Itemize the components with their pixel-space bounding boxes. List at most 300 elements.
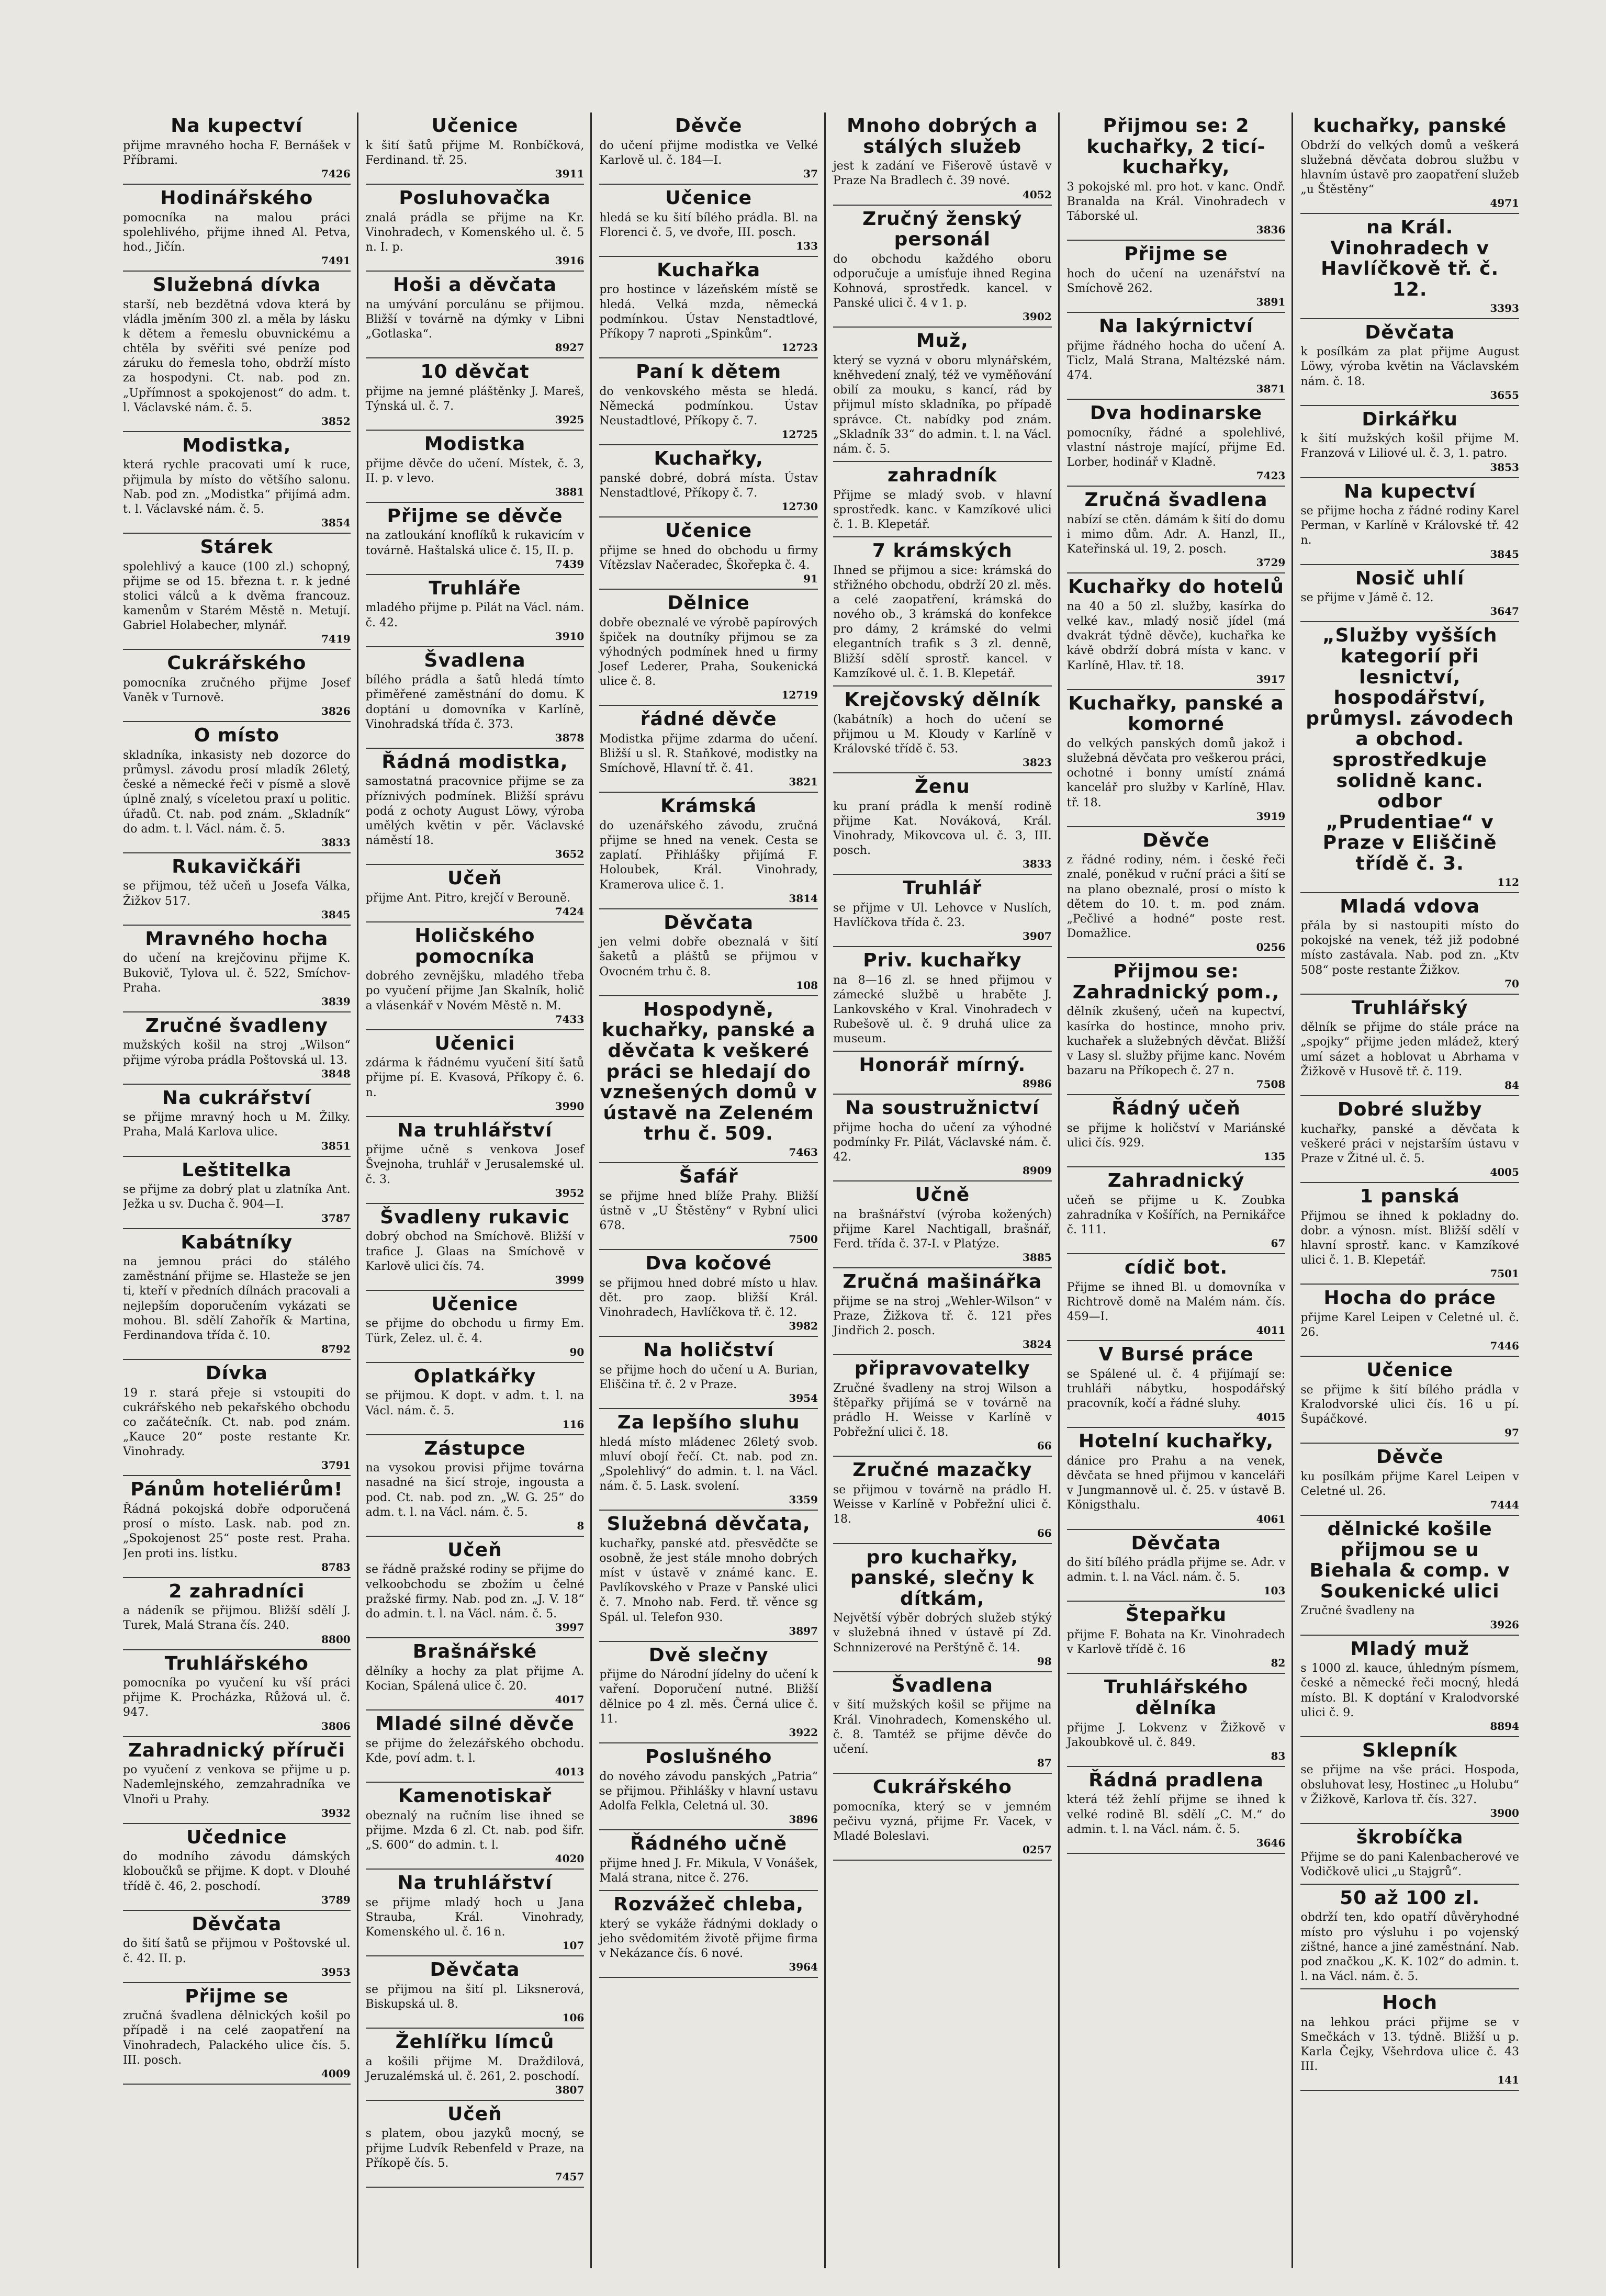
ad-heading: Zručná mašinářka xyxy=(843,1271,1042,1293)
ad-body: k šití mužských košil přijme M. Franzová v Liliové ul. č. 3, 1. patro. xyxy=(1300,432,1519,460)
ad-reference-number: 106 xyxy=(562,2011,585,2024)
ad-body: se přijme v Ul. Lehovce v Nuslích, Havlíčkova třída č. 23. xyxy=(833,901,1052,929)
ad-heading: Mladé silné děvče xyxy=(375,1713,575,1735)
classified-ad xyxy=(599,1891,818,1978)
ad-heading: Mravného hocha xyxy=(145,928,329,950)
ad-reference-number: 7424 xyxy=(555,905,585,918)
ad-heading: Hocha do práce xyxy=(1323,1287,1496,1309)
ad-reference-number: 7426 xyxy=(321,167,351,180)
classified-ad xyxy=(366,503,585,575)
ad-heading: Děvče xyxy=(1376,1446,1444,1468)
ad-heading: Služebná děvčata, xyxy=(607,1513,811,1535)
ad-body: ku praní prádla k menší rodině přijme Kat. Nováková, Král. Vinohrady, Mikovcova ul. č. 3, III. posch. xyxy=(833,800,1052,858)
classified-ad xyxy=(599,1409,818,1511)
ad-body: přijme hocha do učení za výhodné podmínky Fr. Pilát, Václavské nám. č. 42. xyxy=(833,1121,1052,1164)
ad-body: znalá prádla se přijme na Kr. Vinohradech, v Komenského ul. č. 5 n. I. p. xyxy=(365,211,585,254)
ad-heading: Dobré služby xyxy=(1337,1098,1483,1120)
classified-ad xyxy=(123,432,351,534)
ad-body: Modistka přijme zdarma do učení. Bližší u sl. R. Staňkové, modistky na Smíchově, Hlavní tř. č. 41. xyxy=(599,732,818,775)
ad-heading: Děvčata xyxy=(664,911,754,933)
ad-heading: Učně xyxy=(915,1184,970,1206)
ad-body: v šití mužských košil se přijme na Král. Vinohradech, Komenského ul. č. 8. Tamtéž se přijme děvče do učení. xyxy=(833,1698,1052,1756)
ad-reference-number: 112 xyxy=(1497,875,1519,888)
classified-ad xyxy=(833,1052,1052,1095)
ad-heading: Přijmou se: Zahradnický pom., xyxy=(1072,961,1280,1003)
ad-heading: Paní k dětem xyxy=(636,361,782,383)
ad-reference-number: 97 xyxy=(1504,1426,1519,1439)
classified-ad xyxy=(1067,1428,1286,1529)
ad-heading: Kuchařky, xyxy=(654,448,763,470)
ad-reference-number: 8 xyxy=(577,1519,585,1532)
ad-body: k posílkám za plat přijme August Löwy, výroba květin na Václavském nám. č. 18. xyxy=(1300,345,1519,388)
ad-heading: „Služby vyšších kategorií při lesnictví, hospodářství, průmysl. závodech a obchod. sprostředkuje solidně kanc. odbor „Prudentiae“ v Praze v Eliščině třídě č. 3. xyxy=(1306,625,1514,874)
ad-body: se přijmou hned dobré místo u hlav. dět. pro zaop. bližší Král. Vinohradech, Havlíčkova tř. č. 12. xyxy=(599,1276,818,1319)
ad-heading: Hospodyně, kuchařky, panské a děvčata k veškeré práci se hledají do vznešených domů v ústavě na Zeleném trhu č. 509. xyxy=(600,998,817,1145)
ad-reference-number: 67 xyxy=(1271,1237,1286,1250)
ad-heading: Oplatkářky xyxy=(413,1365,536,1387)
ad-reference-number: 3791 xyxy=(321,1459,351,1472)
ad-body: přijme hned J. Fr. Mikula, V Vonášek, Malá strana, nitce č. 276. xyxy=(599,1856,818,1885)
ad-body: do venkovského města se hledá. Německá podmínkou. Ústav Neustadtlové, Příkopy č. 7. xyxy=(599,385,818,427)
classified-ad xyxy=(366,865,585,922)
classified-ad xyxy=(123,1911,351,1983)
column-6 xyxy=(1291,112,1525,2268)
ad-reference-number: 4061 xyxy=(1256,1512,1286,1525)
ad-heading: Zručná švadlena xyxy=(1084,489,1268,511)
ad-body: Obdrží do velkých domů a veškerá služebná děvčata dobrou službu v hlavním ústavě pro zaopatření služeb „u Štěstěny“ xyxy=(1300,139,1519,197)
classified-ad xyxy=(1067,827,1286,959)
classified-ad xyxy=(366,1117,585,1204)
ad-reference-number: 7501 xyxy=(1490,1267,1519,1280)
ad-body: do uzenářského závodu, zručná přijme se hned na venek. Cesta se zaplatí. Přihlášky přijímá F. Holoubek, Král. Vinohrady, Kramerova ulice č. 1. xyxy=(599,819,818,892)
ad-heading: Hodinářského xyxy=(160,187,313,209)
ad-body: se přijme hocha z řádné rodiny Karel Perman, v Karlíně v Královské tř. 42 n. xyxy=(1300,504,1519,547)
classified-ad xyxy=(1067,1341,1286,1428)
classified-ad xyxy=(833,1095,1052,1181)
ad-reference-number: 4971 xyxy=(1490,197,1519,210)
ad-body: panské dobré, dobrá místa. Ústav Nenstadtlové, Příkopy č. 7. xyxy=(599,471,818,500)
ad-reference-number: 3900 xyxy=(1490,1806,1519,1819)
classified-ad xyxy=(1300,214,1519,319)
ad-reference-number: 8800 xyxy=(321,1633,351,1646)
classified-ad xyxy=(833,1672,1052,1774)
ad-heading: Na kupectví xyxy=(171,115,303,137)
ad-heading: Poslušného xyxy=(645,1746,772,1768)
classified-ad xyxy=(123,853,351,926)
ad-heading: Cukrářského xyxy=(167,652,307,674)
ad-heading: Učednice xyxy=(186,1826,287,1848)
classified-ad xyxy=(833,328,1052,462)
ad-body: hoch do učení na uzenářství na Smíchově 262. xyxy=(1066,267,1286,295)
ad-heading: Na truhlářství xyxy=(397,1872,553,1894)
classified-ad xyxy=(1300,112,1519,214)
classified-ad xyxy=(1067,112,1286,241)
ad-body: a košili přijme M. Draždilová, Jeruzalémská ul. č. 261, 2. poschodí. xyxy=(365,2055,585,2083)
ad-body: pomocníka, který se v jemném pečivu vyzná, přijme Fr. Vacek, v Mladé Boleslavi. xyxy=(833,1800,1052,1843)
classified-ad xyxy=(123,1012,351,1085)
classified-ad xyxy=(1300,1885,1519,1989)
classified-ad xyxy=(599,185,818,257)
ad-heading: 1 panská xyxy=(1360,1186,1460,1207)
classified-ad xyxy=(833,875,1052,947)
column-2 xyxy=(357,112,591,2268)
ad-heading: Posluhovačka xyxy=(399,187,551,209)
ad-body: zručná švadlena dělnických košil po případě i na celé zaopatření na Vinohradech, Palackého ulice čís. 5. III. posch. xyxy=(123,2009,351,2067)
ad-heading: Truhlářský xyxy=(1351,997,1468,1019)
ad-body: se přijmou v továrně na prádlo H. Weisse v Karlíně v Pobřežní ulici č. 18. xyxy=(833,1483,1052,1526)
classified-ad xyxy=(1300,1737,1519,1824)
classified-ad xyxy=(599,1511,818,1642)
classified-ad xyxy=(833,1544,1052,1672)
ad-heading: Modistka xyxy=(424,433,526,455)
ad-heading: Zručné švadleny xyxy=(145,1015,328,1037)
ad-heading: Hotelní kuchařky, xyxy=(1078,1431,1274,1453)
ad-heading: Přijme se xyxy=(185,1985,289,2007)
ad-reference-number: 4015 xyxy=(1256,1411,1286,1424)
ad-body: dobrý obchod na Smíchově. Bližší v trafice J. Glaas na Smíchově v Karlově ulici čís. 74. xyxy=(365,1230,585,1273)
ad-heading: 7 krámských xyxy=(872,540,1013,562)
classified-ad xyxy=(123,650,351,722)
ad-body: pomocníky, řádné a spolehlivé, vlastní nástroje mající, přijme Ed. Lorber, hodinář v Kladně. xyxy=(1066,426,1286,469)
classified-ad xyxy=(1300,406,1519,478)
ad-body: do učení přijme modistka ve Velké Karlově ul. č. 184—I. xyxy=(599,139,818,167)
classified-ad xyxy=(599,1250,818,1337)
classified-ad xyxy=(366,1710,585,1783)
ad-reference-number: 135 xyxy=(1263,1150,1286,1163)
ad-body: přijme J. Lokvenz v Žižkově v Jakoubkově ul. č. 849. xyxy=(1066,1721,1286,1749)
classified-ad xyxy=(1300,995,1519,1096)
ad-reference-number: 70 xyxy=(1504,977,1519,990)
ad-reference-number: 3789 xyxy=(321,1893,351,1906)
classified-ad xyxy=(599,1743,818,1830)
ad-reference-number: 3729 xyxy=(1256,556,1286,569)
ad-heading: O místo xyxy=(194,725,279,747)
classified-ad xyxy=(366,358,585,431)
ad-heading: Děvčata xyxy=(430,1959,520,1981)
ad-reference-number: 7491 xyxy=(321,254,351,267)
ad-body: se přijme za dobrý plat u zlatníka Ant. Ježka u sv. Ducha č. 904—I. xyxy=(123,1183,351,1211)
ad-reference-number: 3871 xyxy=(1256,382,1286,396)
ad-body: dělníky a hochy za plat přijme A. Kocian, Spálená ulice č. 20. xyxy=(365,1664,585,1693)
classified-ad xyxy=(366,647,585,749)
classified-ad xyxy=(366,2101,585,2188)
ad-body: přijme se hned do obchodu u firmy Vítězslav Načeradec, Škořepka č. 4. xyxy=(599,544,818,572)
ad-reference-number: 7419 xyxy=(321,633,351,646)
ad-body: Přijme se mladý svob. v hlavní sprostředk. kanc. v Kamzíkové ulici č. 1. B. Klepetář. xyxy=(833,488,1052,531)
classified-ad xyxy=(123,1157,351,1229)
ad-body: samostatná pracovnice přijme se za příznivých podmínek. Bližší správu podá z ochoty August Löwy, výroba umělých květin v pěr. Václavské náměstí 18. xyxy=(365,775,585,848)
classified-ad xyxy=(366,1291,585,1363)
ad-heading: 10 děvčat xyxy=(420,361,530,383)
classified-ad xyxy=(833,537,1052,686)
ad-body: se přijme v Jámě č. 12. xyxy=(1300,591,1434,605)
ad-heading: Zástupce xyxy=(424,1437,526,1459)
ad-reference-number: 3907 xyxy=(1022,930,1052,943)
ad-body: Největší výběr dobrých služeb stýký v služebná ihned v ústavě pí Zd. Schnnizerové na Perštýně č. 14. xyxy=(833,1612,1052,1655)
ad-heading: Švadlena xyxy=(424,649,526,671)
ad-reference-number: 8927 xyxy=(555,341,585,354)
column-1 xyxy=(123,112,357,2268)
ad-reference-number: 3919 xyxy=(1256,809,1286,823)
ad-reference-number: 3652 xyxy=(555,848,585,861)
ad-body: se přijme do obchodu u firmy Em. Türk, Zelez. ul. č. 4. xyxy=(365,1317,585,1345)
ad-reference-number: 7433 xyxy=(555,1012,585,1026)
ad-heading: Rozvážeč chleba, xyxy=(613,1893,804,1915)
ad-body: 19 r. stará přeje si vstoupiti do cukrářského neb pekařského obchodu co začátečník. Ct. nab. pod znám. „Kauce 20“ poste restante Kr. Vinohrady. xyxy=(123,1386,351,1459)
ad-reference-number: 87 xyxy=(1037,1757,1052,1769)
ad-body: na zatloukání knoflíků k rukavicím v továrně. Haštalská ulice č. 15, II. p. xyxy=(365,529,585,557)
ad-reference-number: 4011 xyxy=(1256,1324,1286,1337)
ad-heading: Sklepník xyxy=(1362,1739,1458,1761)
ad-heading: Krejčovský dělník xyxy=(844,689,1041,711)
ad-body: starší, neb bezdětná vdova která by vládla jměním 300 zl. a měla by lásku k dětem a řemeslu obuvnickému a chtěla by svěřiti své peníze pod záruku do řemesla toho, obdrží místo za hospodyni. Ct. nab. pod zn. „Upřímnost a spokojenost“ do adm. t. l. Václavské nám. č. 5. xyxy=(123,298,351,414)
classified-ad xyxy=(1300,1636,1519,1737)
ad-body: na 40 a 50 zl. služby, kasírka do velké kav., mladý nosič jídel (má dvakrát týdně děvče), kuchařka ke kávě obdrží dobrá místa v kanc. v Karlíně, Hlav. tř. 18. xyxy=(1066,600,1286,672)
ad-heading: Dělnice xyxy=(667,592,750,614)
ad-reference-number: 7444 xyxy=(1490,1499,1519,1512)
ad-body: přijme se na stroj „Wehler-Wilson“ v Praze, Žižkova tř. č. 121 přes Jindřich 2. posch. xyxy=(833,1295,1052,1338)
classified-ad xyxy=(366,1870,585,1956)
ad-body: se přijmou, též učeň u Josefa Válka, Žižkov 517. xyxy=(123,880,351,908)
classified-ad xyxy=(366,1363,585,1435)
ad-heading: Zahradnický xyxy=(1107,1170,1245,1192)
ad-body: přála by si nastoupiti místo do pokojské na venek, též již podobné místo zastávala. Nab. pod zn. „Ktv 508“ poste restante Žižkov. xyxy=(1300,919,1519,977)
ad-reference-number: 4009 xyxy=(321,2067,351,2080)
ad-heading: Učeň xyxy=(447,2103,502,2125)
classified-ad xyxy=(1067,241,1286,313)
ad-reference-number: 3852 xyxy=(321,414,351,427)
ad-reference-number: 3833 xyxy=(1022,858,1052,871)
ad-reference-number: 108 xyxy=(796,978,818,992)
classified-ad xyxy=(1300,1096,1519,1183)
ad-reference-number: 37 xyxy=(803,167,818,180)
classified-ad xyxy=(599,1830,818,1891)
ad-body: pomocníka na malou práci spolehlivého, přijme ihned Al. Petva, hod., Jičín. xyxy=(123,211,351,254)
classified-ad xyxy=(1067,400,1286,487)
ad-body: do obchodu každého oboru odporučuje a umísťuje ihned Regina Kohnová, sprostředk. kancel. v Panské ulici č. 4 v 1. p. xyxy=(833,252,1052,310)
classified-ad xyxy=(123,1229,351,1360)
ad-reference-number: 3839 xyxy=(321,995,351,1008)
ad-heading: pro kuchařky, panské, slečny k dítkám, xyxy=(850,1546,1035,1610)
ad-body: s 1000 zl. kauce, úhledným písmem, české a německé řeči mocný, hledá místo. Bl. K doptání v Kralodvorské ulici č. 9. xyxy=(1300,1662,1519,1719)
ad-heading: Přijme se xyxy=(1124,243,1228,265)
ad-heading: Učenici xyxy=(434,1032,515,1054)
classified-ad xyxy=(599,706,818,793)
ad-body: se přijme k šití bílého prádla v Kralodvorské ulici čís. 16 u pí. Šupáčkové. xyxy=(1300,1383,1519,1426)
ad-heading: Švadleny rukavic xyxy=(380,1206,570,1228)
ad-heading: Na truhlářství xyxy=(397,1119,553,1141)
classified-ad xyxy=(1300,478,1519,565)
ad-heading: Děvče xyxy=(675,115,743,137)
ad-body: na umývání porculánu se přijmou. Bližší v továrně na dýmky v Libni „Gotlaska“. xyxy=(365,298,585,341)
classified-ad xyxy=(366,185,585,272)
ad-body: pomocníka zručného přijme Josef Vaněk v Turnově. xyxy=(123,677,351,705)
classified-ad xyxy=(1300,1444,1519,1516)
ad-heading: Dva hodinarske xyxy=(1090,402,1263,424)
ad-reference-number: 3853 xyxy=(1490,460,1519,474)
ad-heading: Služebná dívka xyxy=(152,274,321,296)
ad-heading: Šafář xyxy=(679,1165,738,1187)
ad-body: bílého prádla a šatů hledá tímto přiměřené zaměstnání do domu. K doptání u domovníka v Karlíně, Vinohradská třída č. 373. xyxy=(365,673,585,731)
ad-reference-number: 12719 xyxy=(781,689,818,702)
ad-heading: Kamenotiskař xyxy=(398,1785,552,1807)
ad-body: se přijme mladý hoch u Jana Strauba, Král. Vinohrady, Komenského ul. č. 16 n. xyxy=(365,1896,585,1939)
ad-body: hledá místo mládenec 26letý svob. mluví obojí řečí. Ct. nab. pod zn. „Spolehlivý“ do admin. t. l. na Václ. nám. č. 5. Lask. svolení. xyxy=(599,1435,818,1493)
ad-body: s platem, obou jazyků mocný, se přijme Ludvík Rebenfeld v Praze, na Příkopě čís. 5. xyxy=(365,2127,585,2170)
ad-heading: Děvče xyxy=(1142,829,1210,851)
ad-heading: Na cukrářství xyxy=(162,1087,311,1109)
ad-heading: Štepařku xyxy=(1126,1604,1227,1626)
ad-reference-number: 4020 xyxy=(555,1852,585,1865)
ad-heading: Řádná pradlena xyxy=(1088,1769,1264,1791)
ad-reference-number: 141 xyxy=(1497,2074,1519,2087)
ad-heading: Mladá vdova xyxy=(1340,895,1480,917)
ad-reference-number: 7463 xyxy=(789,1145,818,1158)
ad-heading: Řádného učně xyxy=(630,1833,788,1854)
ad-heading: Řádný učeň xyxy=(1111,1098,1241,1120)
classified-ad xyxy=(123,272,351,432)
ad-reference-number: 0256 xyxy=(1256,941,1286,954)
ad-body: skladníka, inkasisty neb dozorce do průmysl. závodu prosí mladík 26letý, české a německé řeči v písmě a slově úplně znalý, s víceletou praxí u politic. úřadů. Ct. nab. pod znám. „Skladník“ do adm. t. l. Václ. nám. č. 5. xyxy=(123,748,351,836)
ad-heading: Truhlářského dělníka xyxy=(1104,1676,1249,1719)
ad-heading: Na soustružnictví xyxy=(845,1097,1040,1119)
ad-heading: Modistka, xyxy=(182,434,291,456)
ad-reference-number: 3896 xyxy=(789,1813,818,1826)
classified-ad xyxy=(366,1204,585,1291)
classified-ad xyxy=(833,1355,1052,1457)
classified-ad xyxy=(833,206,1052,328)
classified-ad xyxy=(1067,1767,1286,1854)
ad-reference-number: 3655 xyxy=(1490,388,1519,401)
ad-reference-number: 3647 xyxy=(1490,605,1519,618)
ad-reference-number: 3916 xyxy=(555,254,585,267)
ad-heading: Hoch xyxy=(1382,1992,1438,2014)
column-5 xyxy=(1058,112,1292,2268)
ad-heading: Zručné mazačky xyxy=(852,1459,1032,1481)
ad-heading: Stárek xyxy=(200,536,274,558)
ad-reference-number: 3997 xyxy=(555,1621,585,1634)
ad-reference-number: 90 xyxy=(569,1345,585,1358)
ad-body: který se vyzná v oboru mlynářském, kněhvedení znalý, též ve vyměňování obilí za mouku, s kancí, rád by přijmul místo skladníka, po případě správce. Ct. nabídky pod znám. „Skladník 33“ do admin. t. l. na Václ. nám. č. 5. xyxy=(833,354,1052,456)
ad-reference-number: 8783 xyxy=(321,1560,351,1573)
classified-columns xyxy=(123,112,1525,2268)
ad-body: se přijme hned blíže Prahy. Bližší ústně v „U Štěstěny“ v Rybní ulici 678. xyxy=(599,1189,818,1232)
ad-reference-number: 7500 xyxy=(789,1233,818,1245)
ad-reference-number: 3999 xyxy=(555,1273,585,1286)
ad-body: zdárma k řádnému vyučení šití šatů přijme pí. E. Kvasová, Příkopy č. 6. n. xyxy=(365,1056,585,1099)
classified-ad xyxy=(1300,893,1519,995)
classified-ad xyxy=(1300,1516,1519,1636)
ad-reference-number: 8986 xyxy=(1022,1077,1052,1090)
ad-body: na lehkou práci přijme se v Smečkách v 13. týdně. Bližší u p. Karla Čejky, Všehrdova ulice č. 43 III. xyxy=(1300,2016,1519,2074)
ad-body: na 8—16 zl. se hned přijmou v zámecké službě u hraběte J. Lankovského v Kral. Vinohradech v Rubešově ul. č. 9 druhá ulice za museum. xyxy=(833,973,1052,1046)
ad-body: přijme Ant. Pitro, krejčí v Berouně. xyxy=(365,891,571,905)
ad-body: přijme do Národní jídelny do učení k vaření. Doporučení nutné. Bližší dělnice po 4 zl. měs. Černá ulice č. 11. xyxy=(599,1668,818,1726)
ad-body: na brašnářství (výroba kožených) přijme Karel Nachtigall, brašnář, Ferd. třída č. 37-I. v Platýze. xyxy=(833,1208,1052,1251)
ad-body: 3 pokojské ml. pro hot. v kanc. Ondř. Branalda na Král. Vinohradech v Táborské ul. xyxy=(1066,180,1286,223)
ad-body: přijme na jemné pláštěnky J. Mareš, Týnská ul. č. 7. xyxy=(365,385,585,413)
ad-reference-number: 98 xyxy=(1037,1655,1052,1668)
ad-body: jest k zadání ve Fišerově ústavě v Praze Na Bradlech č. 39 nové. xyxy=(833,160,1052,188)
classified-ad xyxy=(599,257,818,358)
classified-ad xyxy=(123,926,351,1012)
ad-body: do velkých panských domů jakož i služebná děvčata pro veškerou práci, ochotné i bonny umístí známá kancelář pro služby v Karlíně, Hlav. tř. 18. xyxy=(1066,737,1286,809)
ad-heading: Zahradnický příruči xyxy=(128,1739,345,1761)
ad-body: přijme učně s venkova Josef Švejnoha, truhlář v Jerusalemské ul. č. 3. xyxy=(365,1143,585,1186)
ad-body: dobrého zevnějšku, mladého třeba po vyučení přijme Jan Skalník, holič a vlásenkář v Novém Městě n. M. xyxy=(365,970,585,1012)
classified-ad xyxy=(599,1642,818,1743)
ad-body: nabízí se ctěn. dámám k šití do domu i mimo dům. Adr. A. Hanzl, II., Kateřinská ul. 19, 2. posch. xyxy=(1066,513,1286,556)
ad-heading: Truhláře xyxy=(429,577,521,599)
classified-ad xyxy=(366,1956,585,2029)
ad-reference-number: 3932 xyxy=(321,1806,351,1819)
ad-reference-number: 3922 xyxy=(789,1726,818,1739)
ad-body: která též žehlí přijme se ihned k velké rodině Bl. sdělí „C. M.“ do admin. t. l. na Václ. nám. č. 5. xyxy=(1066,1793,1286,1836)
ad-reference-number: 133 xyxy=(796,239,818,252)
ad-reference-number: 3359 xyxy=(789,1493,818,1506)
ad-heading: Učenice xyxy=(1366,1359,1454,1381)
ad-heading: Řádná modistka, xyxy=(381,751,568,773)
ad-reference-number: 3806 xyxy=(321,1719,351,1732)
ad-body: Zručné švadleny na xyxy=(1300,1604,1415,1618)
ad-heading: Pánům hoteliérům! xyxy=(130,1479,343,1501)
ad-reference-number: 116 xyxy=(562,1417,585,1431)
ad-heading: Děvčata xyxy=(1365,321,1455,343)
ad-reference-number: 3964 xyxy=(789,1960,818,1973)
ad-body: přijme Karel Leipen v Celetné ul. č. 26. xyxy=(1300,1311,1519,1339)
classified-ad xyxy=(366,922,585,1030)
classified-ad xyxy=(1067,573,1286,690)
ad-body: přijme děvče do učení. Místek, č. 3, II. p. v levo. xyxy=(365,457,585,485)
classified-ad xyxy=(833,686,1052,773)
classified-ad xyxy=(366,2029,585,2101)
ad-reference-number: 3897 xyxy=(789,1624,818,1637)
ad-reference-number: 3954 xyxy=(789,1391,818,1404)
ad-reference-number: 3891 xyxy=(1256,296,1286,309)
classified-ad xyxy=(833,1181,1052,1268)
ad-heading: Dívka xyxy=(205,1363,268,1385)
classified-ad xyxy=(599,445,818,517)
classified-ad xyxy=(599,909,818,996)
ad-body: který se vykáže řádnými doklady o jeho svědomitém životě přijme firma v Nekázance čís. 6 nové. xyxy=(599,1917,818,1960)
ad-body: do učení na krejčovinu přijme K. Bukovič, Tylova ul. č. 522, Smíchov-Praha. xyxy=(123,952,351,995)
classified-ad xyxy=(1300,565,1519,623)
ad-heading: řádné děvče xyxy=(640,708,777,730)
ad-reference-number: 7423 xyxy=(1256,469,1286,482)
ad-body: mladého přijme p. Pilát na Václ. nám. č. 42. xyxy=(365,601,585,629)
ad-body: po vyučení z venkova se přijme u p. Nademlejnského, zemzahradníka ve Vlnoři u Prahy. xyxy=(123,1763,351,1806)
ad-reference-number: 3910 xyxy=(555,629,585,643)
ad-body: k šití šatů přijme M. Ronbíčková, Ferdinand. tř. 25. xyxy=(365,139,585,167)
ad-reference-number: 3953 xyxy=(321,1965,351,1978)
classified-ad xyxy=(123,1737,351,1824)
classified-ad xyxy=(833,1268,1052,1355)
ad-reference-number: 4052 xyxy=(1022,188,1052,201)
ad-heading: Žehlířku límců xyxy=(395,2031,555,2053)
ad-reference-number: 3925 xyxy=(555,413,585,426)
ad-heading: 2 zahradníci xyxy=(169,1580,305,1602)
ad-body: která rychle pracovati umí k ruce, přijmula by místo do většího salonu. Nab. pod zn. „Modistka“ přijímá adm. t. l. Václavské nám. č. 5. xyxy=(123,458,351,516)
ad-heading: Děvčata xyxy=(1131,1532,1221,1554)
ad-heading: Truhlářského xyxy=(164,1652,309,1674)
ad-body: do šití šatů se přijmou v Poštovské ul. č. 42. II. p. xyxy=(123,1937,351,1965)
ad-heading: kuchařky, panské xyxy=(1313,115,1507,137)
ad-heading: Kabátníky xyxy=(181,1231,293,1253)
ad-heading: Honorář mírný. xyxy=(859,1054,1026,1076)
ad-heading: Učenice xyxy=(665,520,753,542)
ad-body: pro hostince v lázeňském místě se hledá. Velká mzda, německá podmínkou. Ústav Nenstadtlové, Příkopy 7 naproti „Spinkům“. xyxy=(599,283,818,341)
ad-heading: Švadlena xyxy=(891,1674,993,1696)
